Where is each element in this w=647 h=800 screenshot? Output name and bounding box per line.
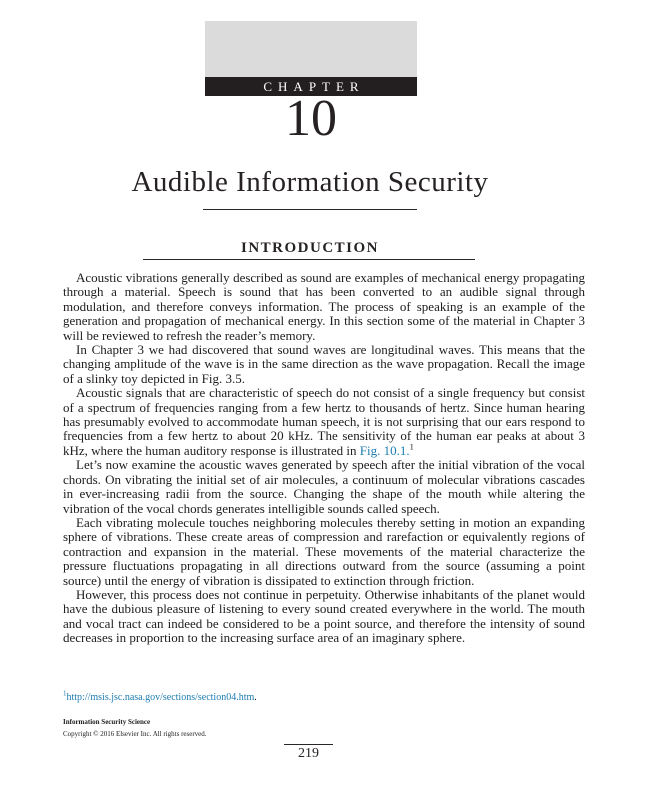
section-heading-rule (143, 259, 475, 260)
chapter-header-box (205, 21, 417, 96)
paragraph-1: Acoustic vibrations generally described as sound are examples of mechanical energy propagating through a material. Speech is sound that has been converted to an audible signal through modulation, and therefore conveys information. The process of speaking is an example of the generation and propagation of mechanical energy. In this section some of the material in Chapter 3 will be reviewed to refresh the reader’s memory. (63, 270, 585, 343)
title-rule (203, 209, 417, 210)
paragraph-5: Each vibrating molecule touches neighboring molecules thereby setting in motion an expanding sphere of vibrations. These create areas of compression and rarefaction or equivalently regions of contraction and expansion in the material. These movements of the material characterize the pressure fluctuations propagating in all directions outward from the source (assuming a point source) until the energy of vibration is dissipated to extinction through friction. (63, 514, 585, 588)
footnote-ref-marker: 1 (409, 441, 414, 452)
imprint-block (63, 717, 463, 739)
paragraph-3-text: Acoustic signals that are characteristic of speech do not consist of a single frequency but consist of a spectrum of frequencies ranging from a few hertz to thousands of hertz. Since human hearing has presumably evolved to accommodate human speech, it is not surprising that our ears respond to frequencies from a few hertz to about 20 kHz. The sensitivity of the human ear peaks at about 3 kHz, where the human auditory response is illustrated in (63, 385, 585, 458)
book-title: Information Security Science (63, 718, 151, 726)
figure-10-1-link[interactable]: Fig. 10.1. (359, 442, 410, 458)
paragraph-2: In Chapter 3 we had discovered that sound waves are longitudinal waves. This means that the changing amplitude of the wave is in the same direction as the wave propagation. Recall the image of a slinky toy depicted in Fig. 3.5. (63, 342, 585, 386)
section-heading: INTRODUCTION (240, 240, 379, 256)
footnote-period: . (254, 692, 257, 703)
paragraph-4: Let’s now examine the acoustic waves generated by speech after the initial vibration of the vocal chords. On vibrating the initial set of air molecules, a continuum of molecular vibrations cascades in ever-increasing radii from the source. Changing the shape of the mouth while altering the vibration of the vocal chords generates intelligible sounds called speech. (63, 457, 585, 516)
chapter-title: Audible Information Security (131, 166, 489, 198)
page-number-block (0, 744, 617, 762)
copyright-line: Copyright © 2016 Elsevier Inc. All rights reserved. (63, 730, 207, 738)
chapter-number: 10 (285, 90, 337, 147)
chapter-label: CHAPTER (205, 77, 417, 96)
page-number: 219 (284, 744, 333, 762)
footnote (63, 689, 585, 704)
body-text (63, 271, 585, 646)
footnote-marker: 1 (63, 689, 67, 698)
chapter-gray-panel (205, 21, 417, 77)
paragraph-3 (63, 386, 585, 458)
footnote-url-link[interactable]: http://msis.jsc.nasa.gov/sections/section04.htm (66, 692, 255, 703)
paragraph-6: However, this process does not continue in perpetuity. Otherwise inhabitants of the planet would have the dubious pleasure of listening to every sound created everywhere in the world. The mouth and vocal tract can indeed be considered to be a point source, and therefore the intensity of sound decreases in proportion to the increasing surface area of an imaginary sphere. (63, 586, 585, 646)
